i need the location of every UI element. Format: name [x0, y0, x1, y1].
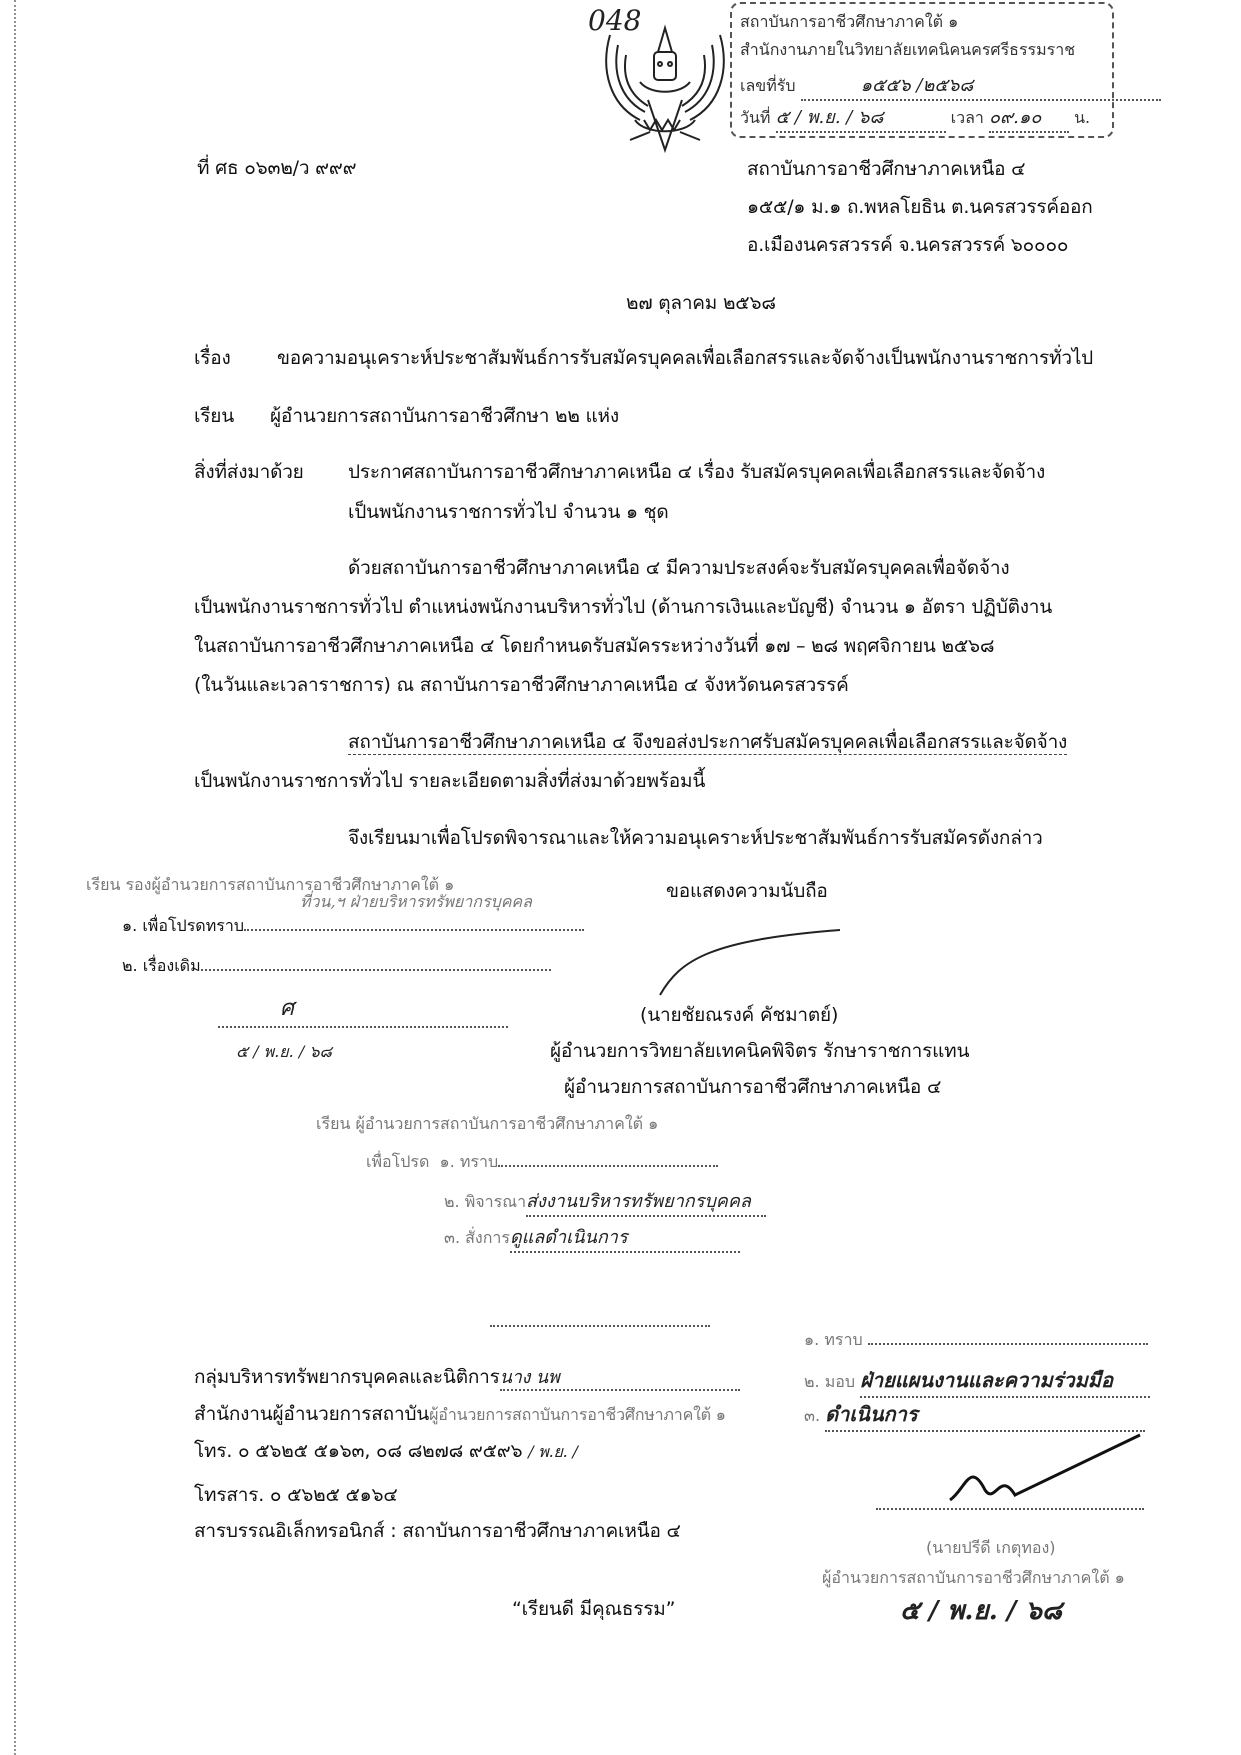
- routing-to: เรียน ผู้อำนวยการสถาบันการอาชีวศึกษาภาคใต้ ๑: [316, 1114, 659, 1133]
- director-signature-icon: [940, 1430, 1160, 1510]
- dept-hand: นาง นพ: [500, 1367, 740, 1391]
- receipt-value: ๑๕๕๖ /๒๕๖๘: [801, 70, 1161, 101]
- order-name: (นายปรีดี เกตุทอง): [926, 1538, 1056, 1557]
- contact-office: [194, 1403, 726, 1426]
- subject-label: เรื่อง: [194, 347, 231, 369]
- phone-number: โทร. ๐ ๕๖๒๕ ๕๑๖๓, ๐๘ ๘๒๗๘ ๙๕๙๖: [194, 1440, 523, 1462]
- order-date: ๕ / พ.ย. / ๖๘: [900, 1596, 1062, 1626]
- stamp-line2: สำนักงานภายในวิทยาลัยเทคนิคนครศรีธรรมราช: [740, 40, 1076, 59]
- contact-dept: [194, 1366, 740, 1391]
- closing: ขอแสดงความนับถือ: [666, 880, 828, 902]
- routing-item2-hand: ส่งงานบริหารทรัพยากรบุคคล: [526, 1186, 766, 1217]
- signature-stroke-icon: [640, 920, 860, 1000]
- org-name: สถาบันการอาชีวศึกษาภาคเหนือ ๔: [747, 158, 1026, 180]
- body-para1-line4: (ในวันและเวลาราชการ) ณ สถาบันการอาชีวศึกษาภาคเหนือ ๔ จังหวัดนครสวรรค์: [194, 674, 849, 696]
- date-value: ๕ / พ.ย. / ๖๘: [776, 102, 946, 133]
- order-item3: [804, 1398, 1145, 1432]
- time-label: เวลา: [950, 108, 984, 127]
- reference-number: [197, 157, 356, 180]
- order-item2-label: ๒. มอบ: [804, 1372, 856, 1391]
- order-item3-hand: ดำเนินการ: [825, 1398, 1145, 1432]
- address-line1: ๑๕๕/๑ ม.๑ ถ.พหลโยธิน ต.นครสวรรค์ออก: [747, 196, 1093, 218]
- routing-item2-label: ๒. พิจารณา: [444, 1192, 527, 1211]
- order-item1: [804, 1328, 1148, 1353]
- stamp-line1: สถาบันการอาชีวศึกษาภาคใต้ ๑: [740, 12, 959, 31]
- motto: “เรียนดี มีคุณธรรม”: [512, 1598, 676, 1620]
- note-initial: ศ: [280, 996, 294, 1021]
- body-para1-line1: ด้วยสถาบันการอาชีวศึกษาภาคเหนือ ๔ มีความประสงค์จะรับสมัครบุคคลเพื่อจัดจ้าง: [348, 557, 1010, 579]
- office-overlay: ผู้อำนวยการสถาบันการอาชีวศึกษาภาคใต้ ๑: [429, 1405, 726, 1424]
- routing-purpose-label: เพื่อโปรด: [366, 1152, 430, 1171]
- order-item1-label: ๑. ทราบ: [804, 1330, 863, 1349]
- garuda-emblem-icon: [600, 20, 730, 170]
- receipt-stamp: [730, 2, 1114, 138]
- note-item1: [122, 914, 584, 939]
- body-para2-line1: สถาบันการอาชีวศึกษาภาคเหนือ ๔ จึงขอส่งประกาศรับสมัครบุคคลเพื่อเลือกสรรและจัดจ้าง: [348, 731, 1068, 753]
- phone-hand: / พ.ย. /: [528, 1442, 578, 1461]
- note-item2: [122, 954, 551, 979]
- note-to: เรียน รองผู้อำนวยการสถาบันการอาชีวศึกษาภาคใต้ ๑: [86, 875, 455, 894]
- routing-purpose: [366, 1150, 718, 1175]
- note-handwritten: ที่วน,ฯ ฝ่ายบริหารทรัพยากรบุคคล: [300, 892, 532, 911]
- letter-date: ๒๗ ตุลาคม ๒๕๖๘: [626, 292, 776, 314]
- ref-value: ศธ ๐๖๓๒/ว ๙๙๙: [215, 157, 357, 179]
- stamp-receipt: [740, 70, 1161, 101]
- note-signature-line: [218, 1026, 508, 1028]
- enclosure-line2: เป็นพนักงานราชการทั่วไป จำนวน ๑ ชุด: [348, 501, 669, 523]
- routing-item3: [444, 1222, 740, 1253]
- contact-fax: โทรสาร. ๐ ๕๖๒๕ ๕๑๖๔: [194, 1484, 398, 1506]
- signer-title1: ผู้อำนวยการวิทยาลัยเทคนิคพิจิตร รักษาราชการแทน: [550, 1040, 970, 1062]
- note-item2-label: ๒. เรื่องเดิม: [122, 956, 201, 975]
- time-unit: น.: [1074, 108, 1091, 127]
- scan-edge: [14, 0, 19, 1755]
- office-name: สำนักงานผู้อำนวยการสถาบัน: [194, 1403, 430, 1425]
- date-label: วันที่: [740, 108, 771, 127]
- note-date: ๕ / พ.ย. / ๖๘: [236, 1042, 332, 1061]
- routing-signature-line: [490, 1325, 710, 1327]
- enclosure-line1: ประกาศสถาบันการอาชีวศึกษาภาคเหนือ ๔ เรื่อง รับสมัครบุคคลเพื่อเลือกสรรและจัดจ้าง: [348, 461, 1046, 483]
- ref-label: ที่: [197, 157, 210, 179]
- salutation-text: ผู้อำนวยการสถาบันการอาชีวศึกษา ๒๒ แห่ง: [270, 405, 619, 427]
- stamp-date: [740, 102, 1090, 133]
- body-para1-line3: ในสถาบันการอาชีวศึกษาภาคเหนือ ๔ โดยกำหนดรับสมัครระหว่างวันที่ ๑๗ – ๒๘ พฤศจิกายน ๒๕๖๘: [194, 635, 995, 657]
- order-item3-label: ๓.: [804, 1406, 821, 1425]
- subject-text: ขอความอนุเคราะห์ประชาสัมพันธ์การรับสมัครบุคคลเพื่อเลือกสรรและจัดจ้างเป็นพนักงานราชการทั่วไป: [277, 347, 1094, 369]
- signer-name: (นายชัยณรงค์ คัชมาตย์): [640, 1004, 839, 1026]
- routing-item1: ๑. ทราบ: [439, 1152, 499, 1171]
- address-line2: อ.เมืองนครสวรรค์ จ.นครสวรรค์ ๖๐๐๐๐: [747, 234, 1069, 256]
- contact-email: สารบรรณอิเล็กทรอนิกส์ : สถาบันการอาชีวศึกษาภาคเหนือ ๔: [194, 1520, 681, 1542]
- salutation-label: เรียน: [194, 405, 235, 427]
- dept-name: กลุ่มบริหารทรัพยากรบุคคลและนิติการ: [194, 1366, 500, 1388]
- body-para1-line2: เป็นพนักงานราชการทั่วไป ตำแหน่งพนักงานบริหารทั่วไป (ด้านการเงินและบัญชี) จำนวน ๑ อัตรา ปฏิบัติงาน: [194, 596, 1053, 618]
- handwritten-number: 048: [588, 4, 642, 37]
- receipt-label: เลขที่รับ: [740, 76, 796, 95]
- order-title: ผู้อำนวยการสถาบันการอาชีวศึกษาภาคใต้ ๑: [822, 1568, 1125, 1587]
- routing-item2: [444, 1186, 766, 1217]
- signer-title2: ผู้อำนวยการสถาบันการอาชีวศึกษาภาคเหนือ ๔: [564, 1076, 942, 1098]
- enclosure-label: สิ่งที่ส่งมาด้วย: [194, 461, 304, 483]
- order-signature-line: [876, 1508, 1144, 1510]
- order-item2: [804, 1364, 1150, 1398]
- routing-item3-hand: ดูแลดำเนินการ: [510, 1222, 740, 1253]
- body-para3: จึงเรียนมาเพื่อโปรดพิจารณาและให้ความอนุเคราะห์ประชาสัมพันธ์การรับสมัครดังกล่าว: [348, 827, 1043, 849]
- note-item1-label: ๑. เพื่อโปรดทราบ: [122, 916, 244, 935]
- routing-item3-label: ๓. สั่งการ: [444, 1228, 510, 1247]
- contact-phone: [194, 1440, 578, 1463]
- body-para2-line2: เป็นพนักงานราชการทั่วไป รายละเอียดตามสิ่งที่ส่งมาด้วยพร้อมนี้: [194, 770, 706, 792]
- time-value: ๐๙.๑๐: [989, 102, 1069, 133]
- order-item2-hand: ฝ่ายแผนงานและความร่วมมือ: [860, 1364, 1150, 1398]
